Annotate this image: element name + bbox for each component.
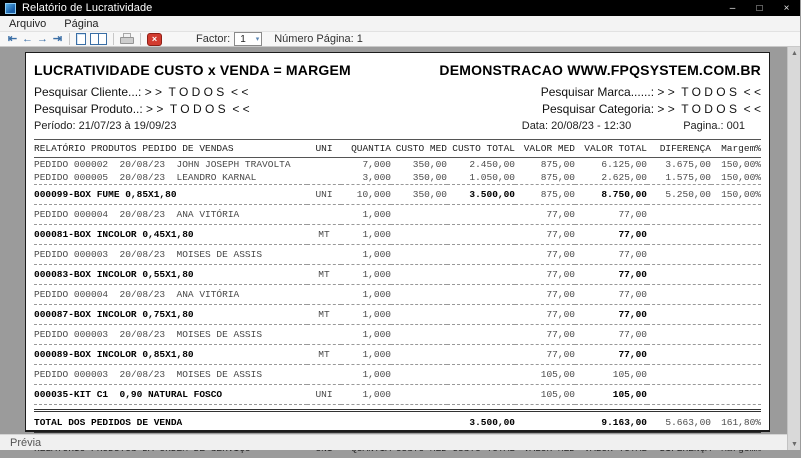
cell: 1.050,00 — [447, 171, 515, 185]
cell: 3.675,00 — [665, 159, 711, 170]
cell — [647, 305, 711, 325]
cell: 77,00 — [515, 205, 575, 225]
cell: MT — [307, 265, 341, 285]
detail-row — [34, 158, 761, 172]
toolbar-separator — [113, 33, 114, 45]
cell — [307, 205, 341, 225]
cell: 875,00 — [540, 159, 575, 170]
cell: 1,000 — [341, 325, 391, 345]
cell: 77,00 — [515, 245, 575, 265]
cell — [391, 285, 447, 305]
single-page-view-icon[interactable] — [76, 33, 86, 45]
status-text: Prévia — [10, 436, 42, 449]
cell: 77,00 — [515, 345, 575, 365]
cell: 000083-BOX INCOLOR 0,55X1,80 — [34, 265, 307, 285]
cell: 000087-BOX INCOLOR 0,75X1,80 — [34, 305, 307, 325]
cell: PEDIDO 000003 20/08/23 MOISES DE ASSIS — [34, 245, 307, 265]
cell: 875,00 — [515, 185, 575, 205]
toolbar-separator — [69, 33, 70, 45]
cell: 1,000 — [341, 225, 391, 245]
cell: 2.625,00 — [575, 171, 647, 185]
close-report-icon[interactable]: × — [147, 33, 162, 46]
cell: UNI — [307, 185, 341, 205]
report-page-number: Pagina.: 001 — [683, 120, 745, 132]
report-page — [25, 52, 770, 432]
table-header-row — [34, 140, 761, 158]
factor-select[interactable] — [234, 32, 262, 46]
filter-produto: Pesquisar Produto..: > > T O D O S < < — [34, 102, 250, 116]
cell: 3,000 — [341, 171, 391, 185]
chevron-down-icon: ▾ — [255, 36, 260, 43]
cell: 10,000 — [341, 185, 391, 205]
preview-area — [0, 47, 787, 434]
minimize-button[interactable]: – — [729, 2, 736, 14]
cell: 77,00 — [515, 305, 575, 325]
cell — [515, 411, 575, 433]
cell: 875,00 — [515, 171, 575, 185]
window-controls — [719, 0, 800, 16]
cell — [391, 265, 447, 285]
cell — [391, 225, 447, 245]
page-number-label: Número Página: 1 — [274, 33, 363, 45]
cell: PEDIDO 000002 20/08/23 JOHN JOSEPH TRAVOLTA — [34, 159, 291, 170]
cell: MT — [307, 345, 341, 365]
cell — [391, 245, 447, 265]
cell: 1,000 — [341, 345, 391, 365]
vertical-scrollbar[interactable] — [787, 47, 800, 450]
factor-value: 1 — [240, 33, 246, 45]
detail-row — [34, 205, 761, 225]
cell: 7,000 — [362, 159, 391, 170]
product-row — [34, 305, 761, 325]
cell: 1,000 — [341, 385, 391, 405]
cell — [391, 205, 447, 225]
cell — [711, 225, 761, 245]
cell: 150,00% — [711, 171, 761, 185]
cell: PEDIDO 000004 20/08/23 ANA VITÓRIA — [34, 205, 307, 225]
cell — [307, 411, 341, 433]
demo-banner: DEMONSTRACAO WWW.FPQSYSTEM.COM.BR — [439, 62, 761, 78]
cell: 105,00 — [515, 385, 575, 405]
filter-marca: Pesquisar Marca......: > > T O D O S < < — [540, 85, 761, 99]
next-page-icon[interactable]: → — [37, 33, 48, 45]
cell — [391, 411, 447, 433]
cell: 9.163,00 — [575, 411, 647, 433]
cell — [447, 325, 515, 345]
product-row — [34, 265, 761, 285]
cell — [711, 385, 761, 405]
cell: 6.125,00 — [601, 159, 647, 170]
menu-pagina[interactable]: Página — [64, 17, 99, 30]
cell: 77,00 — [575, 205, 647, 225]
product-row — [34, 345, 761, 365]
previous-page-icon[interactable]: ← — [22, 33, 33, 45]
cell: 5.663,00 — [647, 411, 711, 433]
cell — [447, 205, 515, 225]
filter-cliente: Pesquisar Cliente...: > > T O D O S < < — [34, 85, 249, 99]
cell — [391, 385, 447, 405]
cell: 000081-BOX INCOLOR 0,45X1,80 — [34, 225, 307, 245]
cell: 1,000 — [341, 265, 391, 285]
cell — [447, 305, 515, 325]
cell — [447, 365, 515, 385]
cell: 1,000 — [341, 305, 391, 325]
scroll-up-icon[interactable]: ▲ — [791, 49, 798, 57]
cell: 2.450,00 — [469, 159, 515, 170]
app-icon — [5, 3, 16, 14]
cell — [307, 365, 341, 385]
cell — [711, 345, 761, 365]
column-header: VALOR MED — [515, 140, 575, 158]
cell: 105,00 — [575, 365, 647, 385]
cell: 1,000 — [341, 245, 391, 265]
column-header: DIFERENÇA — [647, 140, 711, 158]
cell — [711, 265, 761, 285]
cell: 77,00 — [575, 285, 647, 305]
statusbar — [0, 434, 787, 450]
column-header: CUSTO TOTAL — [447, 140, 515, 158]
cell — [711, 325, 761, 345]
cell — [341, 411, 391, 433]
cell — [711, 285, 761, 305]
cell: 1.575,00 — [647, 171, 711, 185]
cell — [447, 225, 515, 245]
cell — [447, 345, 515, 365]
cell: 1,000 — [341, 285, 391, 305]
column-header: UNI — [307, 140, 341, 158]
report-datetime: Data: 20/08/23 - 12:30 — [521, 120, 632, 132]
detail-row — [34, 171, 761, 185]
cell: 3.500,00 — [447, 185, 515, 205]
first-page-icon[interactable]: ⇤ — [7, 33, 18, 45]
cell: 350,00 — [391, 185, 447, 205]
cell: 77,00 — [515, 265, 575, 285]
cell: PEDIDO 000005 20/08/23 LEANDRO KARNAL — [34, 171, 307, 185]
cell — [647, 325, 711, 345]
cell: 150,00% — [721, 159, 761, 170]
window-title: Relatório de Lucratividade — [22, 2, 153, 14]
cell — [447, 385, 515, 405]
cell: 8.750,00 — [575, 185, 647, 205]
cell: 1,000 — [341, 365, 391, 385]
cell: 105,00 — [515, 365, 575, 385]
cell — [391, 365, 447, 385]
cell: 77,00 — [515, 325, 575, 345]
filter-categoria: Pesquisar Categoria: > > T O D O S < < — [542, 102, 761, 116]
cell — [391, 325, 447, 345]
cell — [447, 285, 515, 305]
cell — [647, 365, 711, 385]
cell — [711, 365, 761, 385]
cell — [711, 245, 761, 265]
cell: 77,00 — [515, 285, 575, 305]
cell — [307, 325, 341, 345]
cell: UNI — [307, 385, 341, 405]
cell: MT — [307, 225, 341, 245]
report-table-body — [34, 158, 761, 458]
toolbar — [0, 32, 800, 47]
cell — [647, 345, 711, 365]
cell — [647, 205, 711, 225]
cell: PEDIDO 000003 20/08/23 MOISES DE ASSIS — [34, 325, 307, 345]
cell — [307, 158, 341, 172]
printer-icon[interactable] — [120, 33, 134, 45]
menu-arquivo[interactable]: Arquivo — [9, 17, 47, 30]
menubar — [0, 16, 800, 32]
report-title: LUCRATIVIDADE CUSTO x VENDA = MARGEM — [34, 62, 351, 78]
cell — [647, 265, 711, 285]
cell: 77,00 — [515, 225, 575, 245]
cell — [647, 245, 711, 265]
detail-row — [34, 245, 761, 265]
product-row — [34, 185, 761, 205]
last-page-icon[interactable]: ⇥ — [52, 33, 63, 45]
cell: 161,80% — [711, 411, 761, 433]
maximize-button[interactable]: □ — [756, 2, 763, 14]
report-table-head — [34, 140, 761, 158]
cell — [307, 245, 341, 265]
periodo-label: Período: 21/07/23 à 19/09/23 — [34, 120, 177, 132]
scroll-down-icon[interactable]: ▼ — [791, 440, 798, 448]
cell: 105,00 — [575, 385, 647, 405]
cell — [711, 305, 761, 325]
cell — [391, 305, 447, 325]
cell — [447, 245, 515, 265]
cell — [307, 285, 341, 305]
cell — [647, 385, 711, 405]
cell — [307, 171, 341, 185]
column-header: Margem% — [711, 140, 761, 158]
cell: 77,00 — [575, 305, 647, 325]
cell: PEDIDO 000004 20/08/23 ANA VITÓRIA — [34, 285, 307, 305]
cell — [647, 285, 711, 305]
cell: 77,00 — [575, 225, 647, 245]
cell — [447, 265, 515, 285]
product-row — [34, 385, 761, 405]
cell: 000099-BOX FUME 0,85X1,80 — [34, 185, 307, 205]
cell: 350,00 — [391, 171, 447, 185]
detail-row — [34, 365, 761, 385]
cell: PEDIDO 000003 20/08/23 MOISES DE ASSIS — [34, 365, 307, 385]
column-header: CUSTO MED — [391, 140, 447, 158]
cell: 000035-KIT C1 0,90 NATURAL FOSCO — [34, 385, 307, 405]
cell: 77,00 — [575, 325, 647, 345]
column-header: RELATÓRIO PRODUTOS PEDIDO DE VENDAS — [34, 140, 307, 158]
report-table — [34, 139, 761, 458]
cell — [391, 345, 447, 365]
cell: 1,000 — [341, 205, 391, 225]
total-row — [34, 411, 761, 433]
column-header: QUANTIA — [341, 140, 391, 158]
toolbar-separator — [140, 33, 141, 45]
cell: 77,00 — [575, 265, 647, 285]
cell: TOTAL DOS PEDIDOS DE VENDA — [34, 411, 307, 433]
cell — [711, 205, 761, 225]
cell: MT — [307, 305, 341, 325]
detail-row — [34, 325, 761, 345]
cell: 77,00 — [575, 345, 647, 365]
close-button[interactable]: × — [783, 2, 790, 14]
titlebar — [0, 0, 800, 16]
factor-label: Factor: — [196, 33, 231, 45]
cell: 5.250,00 — [647, 185, 711, 205]
column-header: VALOR TOTAL — [575, 140, 647, 158]
cell: 350,00 — [412, 159, 447, 170]
cell — [647, 225, 711, 245]
detail-row — [34, 285, 761, 305]
cell: 3.500,00 — [447, 411, 515, 433]
two-page-view-icon[interactable] — [90, 33, 107, 45]
cell: 150,00% — [711, 185, 761, 205]
cell: 77,00 — [575, 245, 647, 265]
product-row — [34, 225, 761, 245]
cell: 000089-BOX INCOLOR 0,85X1,80 — [34, 345, 307, 365]
